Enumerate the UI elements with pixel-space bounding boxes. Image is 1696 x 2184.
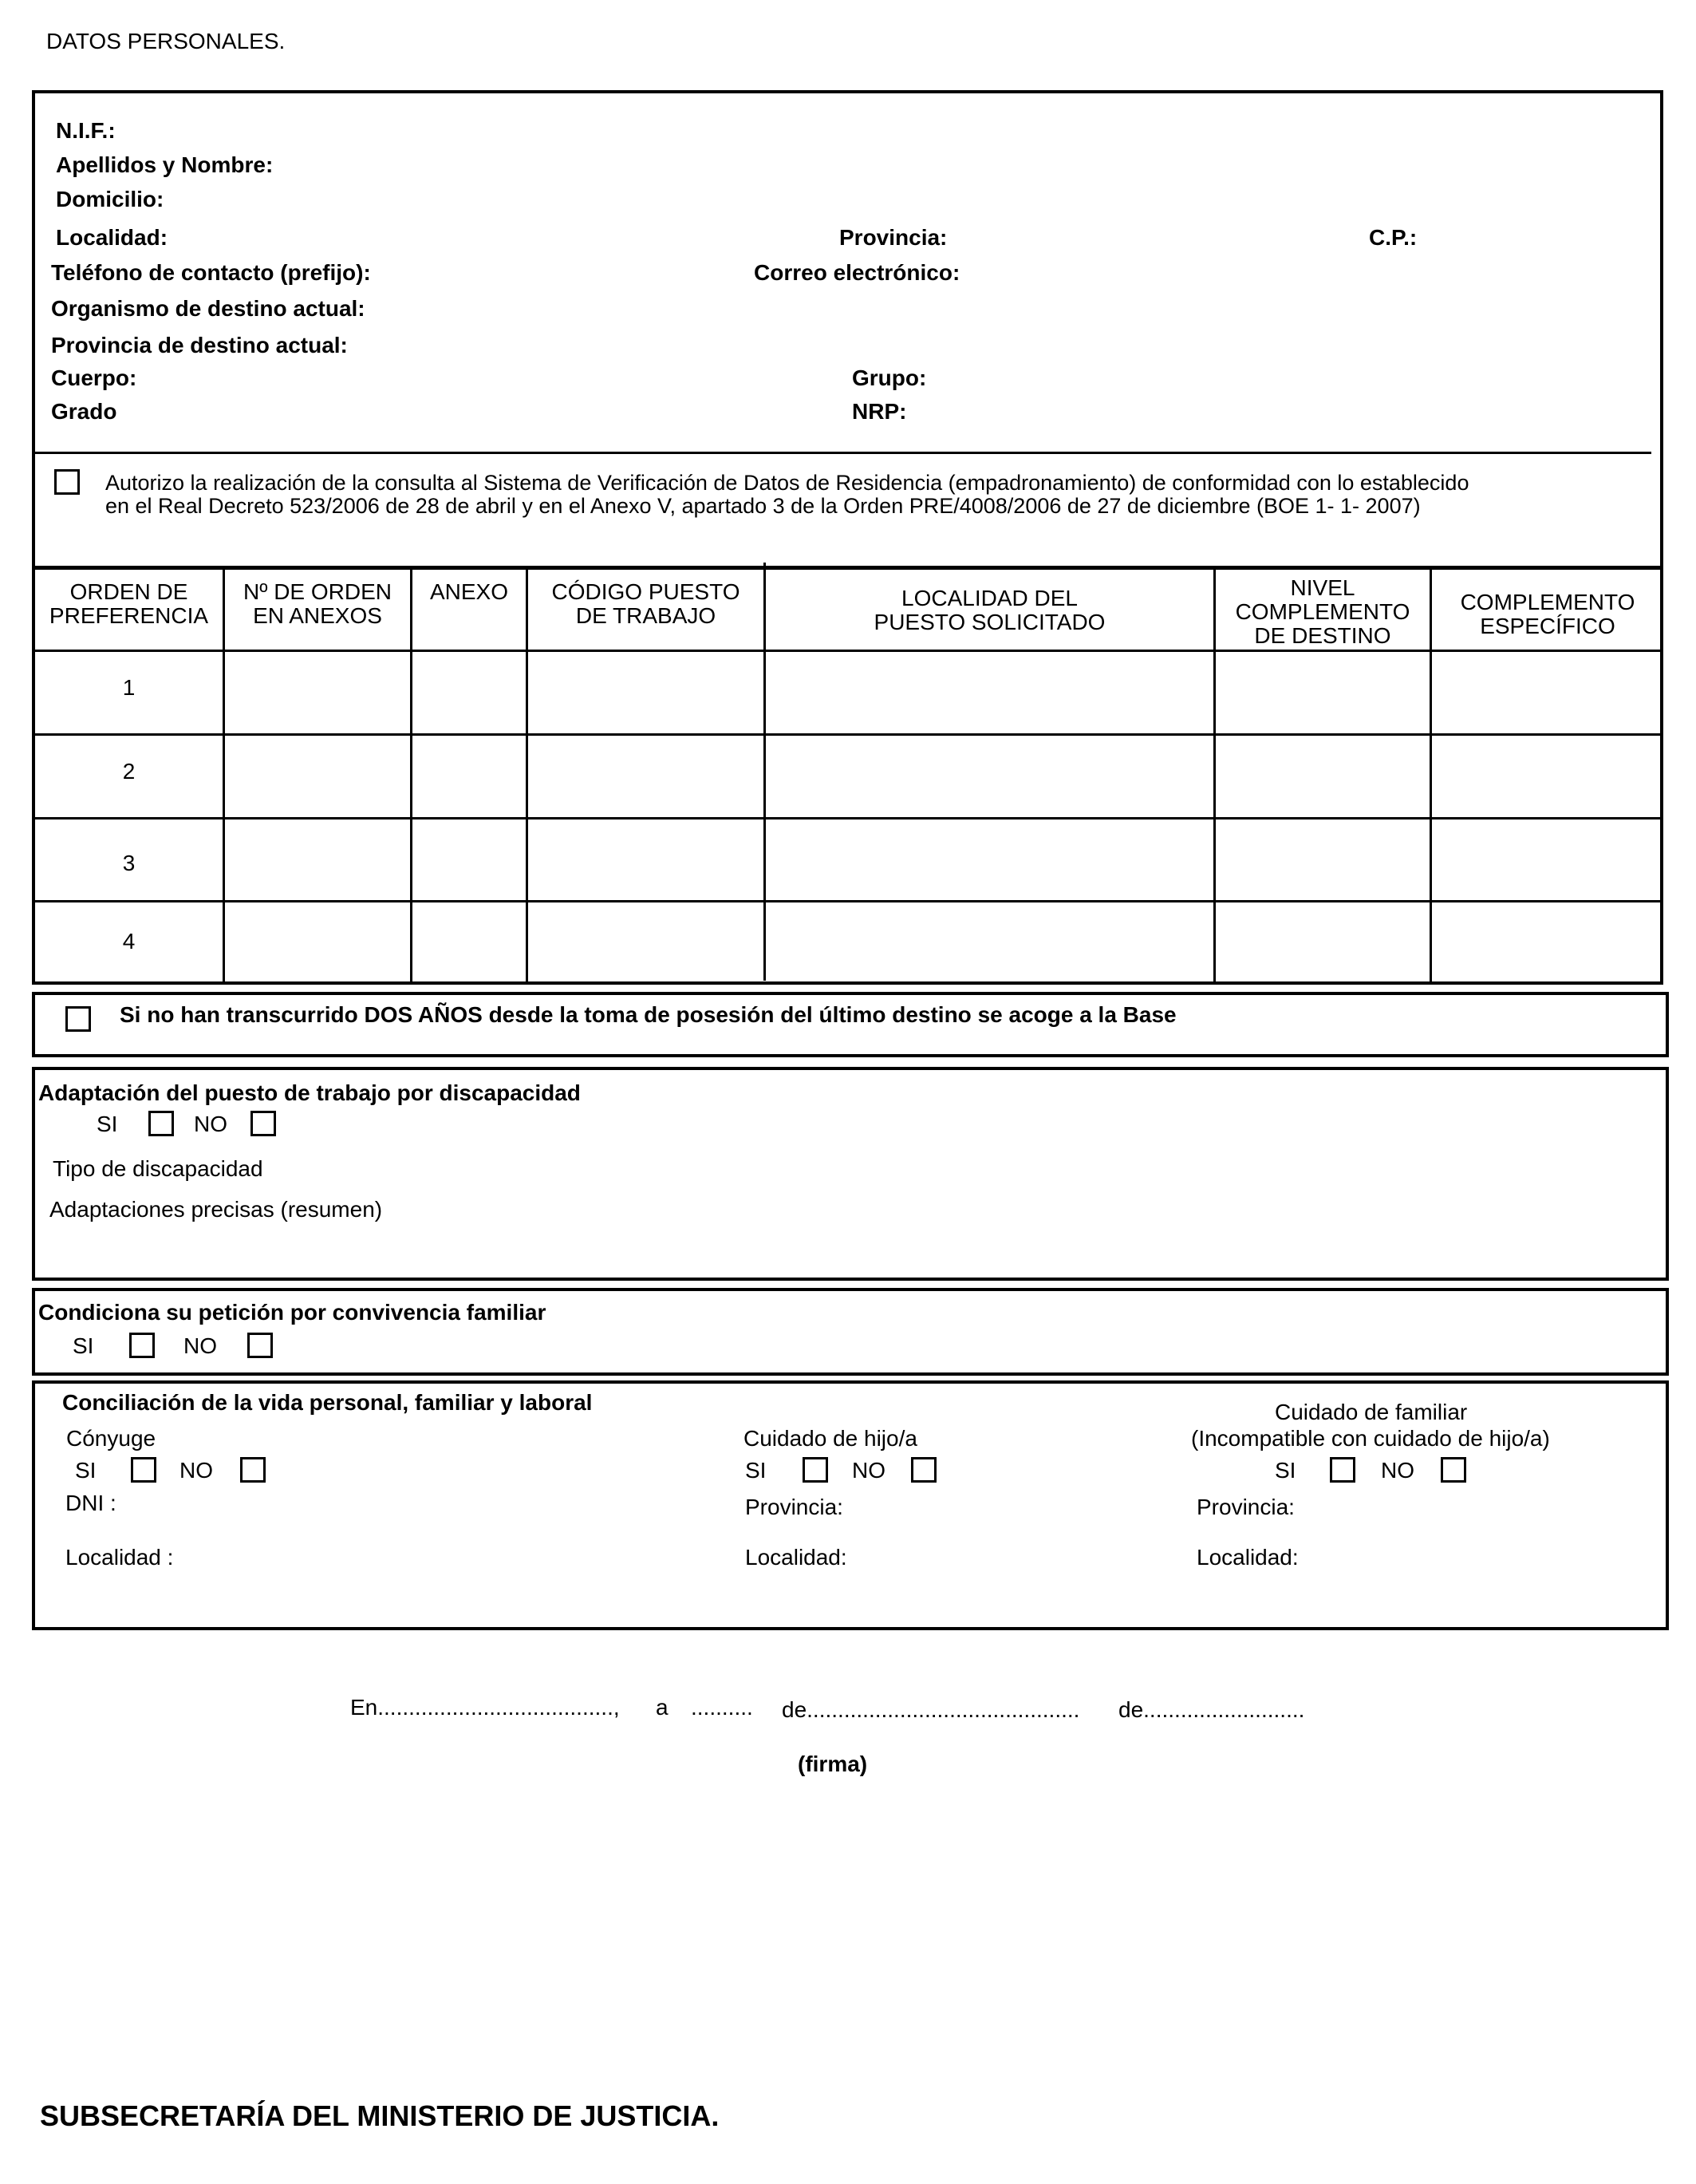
familiar-no-checkbox[interactable] — [1441, 1457, 1466, 1483]
hijo-no-label: NO — [852, 1458, 885, 1483]
nif-label: N.I.F.: — [56, 118, 116, 143]
header-localidad-puesto: LOCALIDAD DEL PUESTO SOLICITADO — [874, 586, 1106, 634]
conyuge-localidad-label: Localidad : — [65, 1545, 174, 1570]
hijo-provincia-label: Provincia: — [745, 1495, 843, 1519]
autorizo-text-line2: en el Real Decreto 523/2006 de 28 de abril y en el Anexo V, apartado 3 de la Orden PRE/4008/2006 de 27 de diciembre (BOE 1- 1- 2007) — [105, 494, 1421, 518]
familiar-si-label: SI — [1275, 1458, 1296, 1483]
footer-text: SUBSECRETARÍA DEL MINISTERIO DE JUSTICIA. — [40, 2099, 720, 2132]
dos-anos-checkbox[interactable] — [65, 1006, 91, 1032]
header-orden-preferencia: ORDEN DE PREFERENCIA — [49, 579, 209, 628]
fecha-ano: de.......................... — [1118, 1697, 1305, 1722]
apellidos-label: Apellidos y Nombre: — [56, 152, 274, 177]
provincia-destino-label: Provincia de destino actual: — [51, 333, 348, 357]
fecha-a: a — [656, 1695, 669, 1720]
header-codigo-puesto: CÓDIGO PUESTO DE TRABAJO — [551, 579, 740, 628]
hijo-localidad-label: Localidad: — [745, 1545, 847, 1570]
correo-label: Correo electrónico: — [754, 260, 960, 285]
firma-label: (firma) — [798, 1752, 868, 1776]
table-col-line — [410, 567, 412, 985]
familiar-provincia-label: Provincia: — [1197, 1495, 1295, 1519]
hijo-si-checkbox[interactable] — [803, 1457, 828, 1483]
domicilio-label: Domicilio: — [56, 187, 164, 211]
nrp-label: NRP: — [852, 399, 907, 424]
row-number: 3 — [122, 851, 136, 875]
row-number: 4 — [122, 929, 136, 954]
discapacidad-si-checkbox[interactable] — [148, 1111, 174, 1136]
page-title: DATOS PERSONALES. — [46, 29, 286, 53]
discapacidad-no-checkbox[interactable] — [250, 1111, 276, 1136]
cuidado-familiar-note: (Incompatible con cuidado de hijo/a) — [1191, 1426, 1550, 1451]
convivencia-no-checkbox[interactable] — [247, 1333, 273, 1358]
dni-label: DNI : — [65, 1491, 116, 1515]
discapacidad-si-label: SI — [97, 1112, 118, 1136]
divider — [32, 452, 1651, 454]
table-cell-input[interactable] — [225, 902, 410, 981]
header-nivel-complemento: NIVEL COMPLEMENTO DE DESTINO — [1235, 575, 1410, 648]
table-cell-input[interactable] — [225, 652, 410, 733]
row-number: 1 — [122, 675, 136, 700]
autorizo-checkbox[interactable] — [54, 469, 80, 495]
cp-label: C.P.: — [1369, 225, 1418, 250]
hijo-si-label: SI — [745, 1458, 767, 1483]
cuidado-familiar-label: Cuidado de familiar — [1275, 1400, 1468, 1424]
familiar-si-checkbox[interactable] — [1330, 1457, 1355, 1483]
dos-anos-text: Si no han transcurrido DOS AÑOS desde la toma de posesión del último destino se acoge a la Base — [120, 1002, 1177, 1027]
familiar-no-label: NO — [1381, 1458, 1414, 1483]
header-n-orden: Nº DE ORDEN EN ANEXOS — [243, 579, 392, 628]
fecha-mes: de............................................ — [782, 1697, 1080, 1722]
fecha-dia: .......... — [691, 1695, 753, 1720]
grado-label: Grado — [51, 399, 117, 424]
autorizo-text-line1: Autorizo la realización de la consulta al Sistema de Verificación de Datos de Residencia (empadronamiento) de conformidad con lo establecido — [105, 471, 1469, 495]
conciliacion-title: Conciliación de la vida personal, familiar y laboral — [62, 1390, 593, 1415]
grupo-label: Grupo: — [852, 365, 927, 390]
convivencia-si-label: SI — [73, 1333, 94, 1358]
table-col-line — [526, 567, 528, 985]
organismo-label: Organismo de destino actual: — [51, 296, 365, 321]
localidad-label: Localidad: — [56, 225, 168, 250]
conyuge-si-label: SI — [75, 1458, 97, 1483]
discapacidad-title: Adaptación del puesto de trabajo por discapacidad — [38, 1080, 581, 1105]
convivencia-no-label: NO — [183, 1333, 217, 1358]
conyuge-si-checkbox[interactable] — [131, 1457, 156, 1483]
conyuge-label: Cónyuge — [66, 1426, 156, 1451]
table-cell-input[interactable] — [225, 819, 410, 900]
convivencia-title: Condiciona su petición por convivencia familiar — [38, 1300, 546, 1325]
convivencia-si-checkbox[interactable] — [129, 1333, 155, 1358]
table-cell-input[interactable] — [225, 736, 410, 817]
familiar-localidad-label: Localidad: — [1197, 1545, 1299, 1570]
conyuge-no-label: NO — [179, 1458, 213, 1483]
cuerpo-label: Cuerpo: — [51, 365, 137, 390]
fecha-en: En......................................, — [350, 1695, 620, 1720]
conyuge-no-checkbox[interactable] — [240, 1457, 266, 1483]
header-anexo: ANEXO — [429, 579, 509, 604]
row-number: 2 — [122, 759, 136, 784]
adaptaciones-label: Adaptaciones precisas (resumen) — [49, 1197, 383, 1222]
discapacidad-no-label: NO — [194, 1112, 227, 1136]
provincia-label: Provincia: — [839, 225, 948, 250]
cuidado-hijo-label: Cuidado de hijo/a — [743, 1426, 917, 1451]
telefono-label: Teléfono de contacto (prefijo): — [51, 260, 371, 285]
header-complemento-especifico: COMPLEMENTO ESPECÍFICO — [1460, 590, 1635, 638]
hijo-no-checkbox[interactable] — [911, 1457, 937, 1483]
tipo-discapacidad-label: Tipo de discapacidad — [53, 1156, 263, 1181]
